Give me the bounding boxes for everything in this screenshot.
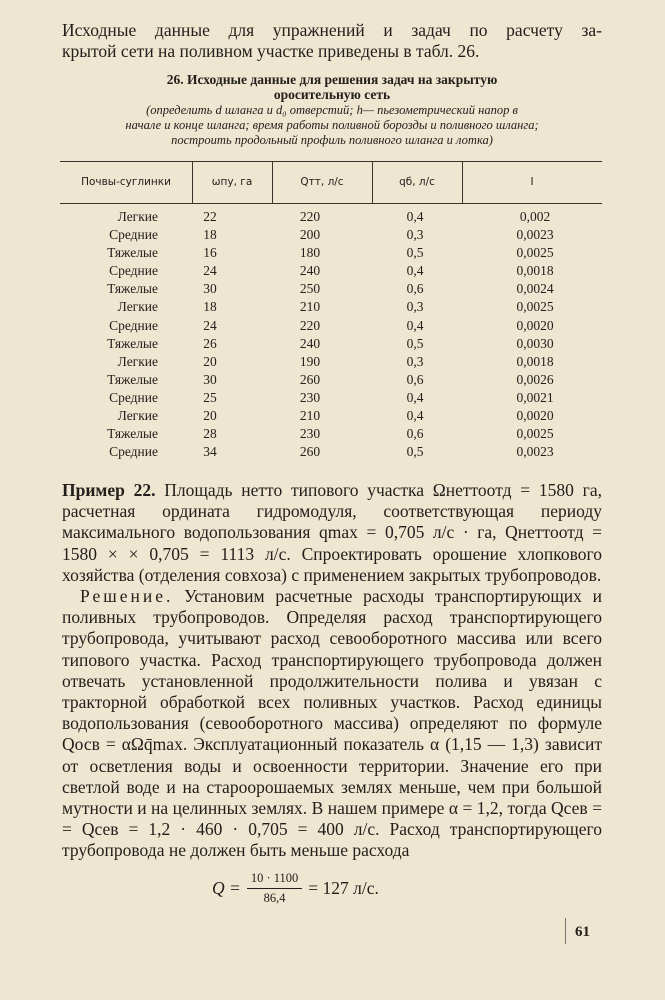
formula-rhs: = 127 л/с. <box>308 877 379 898</box>
soil-cell: Легкие <box>117 299 158 315</box>
table-header-rule <box>60 203 602 204</box>
slope-cell: 0,0030 <box>516 335 554 351</box>
area-cell: 24 <box>203 317 217 333</box>
furrow-flow-cell: 0,5 <box>406 245 424 261</box>
furrow-flow-cell: 0,4 <box>406 408 424 424</box>
slope-cell: 0,0024 <box>516 281 554 297</box>
formula-denominator: 86,4 <box>263 890 286 905</box>
flow-formula <box>212 866 379 910</box>
table-row <box>60 371 602 389</box>
soil-cell: Легкие <box>117 209 158 224</box>
flow-cell: 220 <box>299 317 321 333</box>
area-cell: 30 <box>203 281 217 297</box>
soil-cell: Средние <box>109 263 158 279</box>
area-cell: 20 <box>203 353 217 369</box>
flow-cell: 200 <box>299 227 321 243</box>
area-cell: 30 <box>203 371 217 387</box>
example-text: Площадь нетто типового участка Ωнеттоотд = 1580 га, расчетная ордината гидромодуля, соответствующая периоду максимального водопользования qmax = 0,705 л/с · га, Qнеттоотд = 1580 × × 0,705 = 1113 л/с. Спроектировать орошение хлопкового хозяйства (отделения совхоза) с применением закрытых трубопроводов. <box>62 480 602 585</box>
intro-line-2: крытой сети на поливном участке приведены в табл. 26. <box>62 41 480 61</box>
solution-text: Установим расчетные расходы транспортирующих и поливных трубопроводов. Определяя расход транспортирующего трубопровода, учитывают расход севооборотного массива или всего типового участка. Расход транспортирующего трубопровода должен отвечать установленной продолжительности полива и увязан с тракторной обработкой всех поливных участков. Расход единицы водопользования (севооборотного массива) определяют по формуле Qосв = αΩq̄max. Эксплуатационный показатель α (1,15 — 1,3) зависит от осветления воды и освоенности территории. Значение его при светлой воде и на староорошаемых землях меньше, чем при большой мутности и на целинных землях. В нашем примере α = 1,2, тогда Qсев = = Qсев = 1,2 · 460 · 0,705 = 400 л/с. Расход транспортирующего трубопровода не должен быть меньше расхода <box>62 586 603 861</box>
area-cell: 22 <box>203 209 217 224</box>
table-note-line-2: начале и конце шланга; время работы поливной борозды и поливного шланга; <box>125 118 539 132</box>
table-row <box>60 407 602 425</box>
soil-cell: Тяжелые <box>107 245 158 261</box>
slope-cell: 0,002 <box>519 209 551 224</box>
table-row <box>60 389 602 407</box>
table-header-furrow-flow: qб, л/с <box>399 176 435 188</box>
page-margin-mark <box>565 918 566 944</box>
flow-cell: 190 <box>299 353 321 369</box>
table-row <box>60 298 602 316</box>
table-body <box>60 208 602 461</box>
slope-cell: 0,0023 <box>516 227 554 243</box>
furrow-flow-cell: 0,4 <box>406 317 424 333</box>
slope-cell: 0,0025 <box>516 299 554 315</box>
table-row <box>60 353 602 371</box>
furrow-flow-cell: 0,6 <box>406 426 424 442</box>
furrow-flow-cell: 0,6 <box>406 371 424 387</box>
slope-cell: 0,0025 <box>516 426 554 442</box>
formula-numerator: 10 · 1100 <box>247 871 302 889</box>
table-note-line-3: построить продольный профиль поливного шланга и лотка) <box>171 133 493 147</box>
table-note-line-1: (определить d шланга и d₀ отверстий; h— пьезометрический напор в <box>146 103 518 117</box>
formula-fraction <box>247 871 302 906</box>
area-cell: 34 <box>203 444 217 460</box>
flow-cell: 230 <box>299 426 321 442</box>
main-text <box>62 480 602 862</box>
flow-cell: 210 <box>299 299 321 315</box>
area-cell: 20 <box>203 408 217 424</box>
furrow-flow-cell: 0,6 <box>406 281 424 297</box>
table-row <box>60 425 602 443</box>
flow-cell: 260 <box>299 444 321 460</box>
table-header-flow: Qтт, л/с <box>300 176 344 188</box>
flow-cell: 260 <box>299 371 321 387</box>
slope-cell: 0,0018 <box>516 353 554 369</box>
slope-cell: 0,0020 <box>516 408 554 424</box>
furrow-flow-cell: 0,5 <box>406 335 424 351</box>
soil-cell: Тяжелые <box>107 371 158 387</box>
furrow-flow-cell: 0,3 <box>406 353 424 369</box>
slope-cell: 0,0021 <box>516 389 554 405</box>
furrow-flow-cell: 0,4 <box>406 389 424 405</box>
slope-cell: 0,0025 <box>516 245 554 261</box>
soil-cell: Средние <box>109 444 158 460</box>
slope-cell: 0,0020 <box>516 317 554 333</box>
table-row <box>60 226 602 244</box>
soil-cell: Тяжелые <box>107 335 158 351</box>
table-title <box>62 72 602 102</box>
area-cell: 28 <box>203 426 217 442</box>
soil-cell: Легкие <box>117 353 158 369</box>
table-top-rule <box>60 161 602 162</box>
intro-paragraph <box>62 20 602 62</box>
flow-cell: 240 <box>299 335 321 351</box>
furrow-flow-cell: 0,5 <box>406 444 424 460</box>
furrow-flow-cell: 0,3 <box>406 227 424 243</box>
flow-cell: 180 <box>299 245 321 261</box>
area-cell: 18 <box>203 299 217 315</box>
table-row <box>60 244 602 262</box>
area-cell: 25 <box>203 389 217 405</box>
slope-cell: 0,0018 <box>516 263 554 279</box>
soil-cell: Средние <box>109 389 158 405</box>
example-paragraph <box>62 480 602 586</box>
table-header-area: ωпу, га <box>211 176 253 188</box>
example-label: Пример 22. <box>62 480 156 500</box>
formula-lhs: Q = <box>212 877 241 898</box>
table-header-slope: I <box>530 176 534 188</box>
table-row <box>60 262 602 280</box>
furrow-flow-cell: 0,4 <box>406 209 424 224</box>
table-title-line-2: оросительную сеть <box>273 87 391 102</box>
soil-cell: Средние <box>109 227 158 243</box>
soil-cell: Тяжелые <box>107 281 158 297</box>
flow-cell: 240 <box>299 263 321 279</box>
slope-cell: 0,0023 <box>516 444 554 460</box>
page-number: 61 <box>575 924 590 940</box>
soil-cell: Средние <box>109 317 158 333</box>
area-cell: 18 <box>203 227 217 243</box>
slope-cell: 0,0026 <box>516 371 554 387</box>
flow-cell: 230 <box>299 389 321 405</box>
table-row <box>60 208 602 226</box>
furrow-flow-cell: 0,4 <box>406 263 424 279</box>
table-row <box>60 335 602 353</box>
area-cell: 26 <box>203 335 217 351</box>
soil-cell: Легкие <box>117 408 158 424</box>
soil-cell: Тяжелые <box>107 426 158 442</box>
flow-cell: 250 <box>299 281 321 297</box>
furrow-flow-cell: 0,3 <box>406 299 424 315</box>
flow-cell: 210 <box>299 408 321 424</box>
table-row <box>60 317 602 335</box>
flow-cell: 220 <box>299 209 321 224</box>
intro-line-1: Исходные данные для упражнений и задач по расчету за- <box>62 20 602 40</box>
table-row <box>60 443 602 461</box>
table-row <box>60 280 602 298</box>
table-title-line-1: 26. Исходные данные для решения задач на закрытую <box>166 72 498 87</box>
table-header-soil: Почвы-суглинки <box>81 176 171 188</box>
solution-paragraph <box>62 586 602 862</box>
area-cell: 24 <box>203 263 217 279</box>
solution-label: Решение. <box>80 586 174 607</box>
area-cell: 16 <box>203 245 217 261</box>
table-note <box>62 103 602 148</box>
